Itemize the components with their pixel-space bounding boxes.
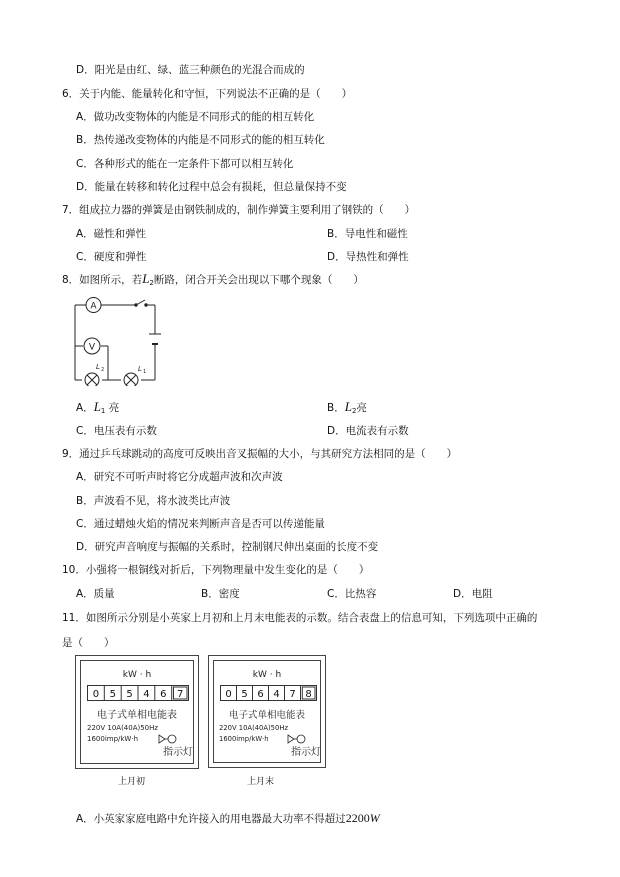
q7-stem: 7．组成拉力器的弹簧是由钢铁制成的，制作弹簧主要利用了钢铁的（ ）	[62, 204, 416, 216]
meter2-digits	[221, 686, 317, 701]
meter1-digit: 6	[160, 689, 167, 700]
q8-stem: 8．如图所示，若$L_2$断路，闭合开关会出现以下哪个现象（ ）	[62, 271, 364, 287]
q9-option-b: B．声波看不见，将水波类比声波	[76, 495, 231, 507]
meter1-digits	[88, 686, 189, 701]
q11-option-a: A．小英家家庭电路中允许接入的用电器最大功率不得超过2200W	[76, 811, 380, 825]
meter2-spec2: 1600imp/kW·h	[219, 735, 269, 743]
meter1-digit: 5	[126, 689, 133, 700]
meter1-digit: 7	[177, 689, 184, 700]
q6-option-a: A．做功改变物体的内能是不同形式的能的相互转化	[76, 111, 315, 123]
q9-option-d: D．研究声音响度与振幅的关系时，控制钢尺伸出桌面的长度不变	[76, 541, 379, 553]
lamp-l1	[124, 365, 146, 386]
q6-option-d: D．能量在转移和转化过程中总会有损耗，但总量保持不变	[76, 181, 347, 193]
meter1-spec2: 1600imp/kW·h	[87, 735, 139, 743]
q10-option-a: A．质量	[76, 588, 115, 600]
ammeter-label: A	[90, 301, 97, 312]
meter1-caption: 上月初	[118, 777, 146, 787]
meter1-spec1: 220V 10A(40A)50Hz	[87, 724, 159, 732]
q5-option-d: D．阳光是由红、绿、蓝三种颜色的光混合而成的	[76, 64, 305, 76]
q7-option-a: A．磁性和弹性	[76, 228, 147, 240]
q10-stem: 10．小强将一根铜线对折后，下列物理量中发生变化的是（ ）	[62, 564, 370, 576]
voltmeter	[84, 338, 100, 354]
q8-option-c: C．电压表有示数	[76, 425, 157, 437]
q10-option-b: B．密度	[201, 588, 240, 600]
meter-start-of-month	[75, 655, 199, 769]
meter2-digit: 5	[241, 689, 248, 700]
meter1-indicator-label: 指示灯	[163, 747, 193, 758]
meter2-digit: 8	[305, 689, 312, 700]
lamp-l1-label: L	[138, 365, 142, 373]
q8-option-a: A．$L_1$ 亮	[76, 399, 120, 415]
q7-option-d: D．导热性和弹性	[327, 251, 409, 263]
meter1-digit: 4	[143, 689, 150, 700]
meter1-name: 电子式单相电能表	[97, 710, 177, 721]
q6-option-b: B．热传递改变物体的内能是不同形式的能的相互转化	[76, 134, 325, 146]
q6-stem: 6．关于内能、能量转化和守恒，下列说法不正确的是（ ）	[62, 88, 353, 100]
q10-option-d: D．电阻	[453, 588, 493, 600]
q10-option-c: C．比热容	[327, 588, 377, 600]
q8-option-b: B．$L_2$亮	[327, 399, 367, 415]
lamp-l2	[85, 363, 104, 386]
meter-end-of-month	[208, 655, 326, 768]
lamp-l2-label: L	[96, 363, 100, 371]
circuit-diagram	[66, 292, 166, 386]
q9-stem: 9．通过乒乓球跳动的高度可反映出音叉振幅的大小，与其研究方法相同的是（ ）	[62, 448, 458, 460]
meter1-unit: kW · h	[122, 670, 152, 680]
meter2-digit: 4	[273, 689, 280, 700]
meter2-spec1: 220V 10A(40A)50Hz	[219, 724, 289, 732]
q9-option-c: C．通过蜡烛火焰的情况来判断声音是否可以传递能量	[76, 518, 325, 530]
meter2-digit: 7	[289, 689, 296, 700]
switch	[135, 300, 147, 306]
q11-stem-line2: 是（ ）	[62, 637, 115, 649]
meter2-indicator-label: 指示灯	[291, 747, 321, 758]
q6-option-c: C．各种形式的能在一定条件下都可以相互转化	[76, 158, 294, 170]
meter2-digit: 0	[225, 689, 232, 700]
q8-option-d: D．电流表有示数	[327, 425, 409, 437]
meter2-name: 电子式单相电能表	[228, 710, 306, 721]
voltmeter-label: V	[88, 342, 96, 353]
lamp-l2-sub: 2	[101, 367, 105, 373]
battery	[149, 334, 161, 344]
meter2-caption: 上月末	[247, 777, 275, 787]
ammeter	[86, 298, 101, 313]
lamp-l1-sub: 1	[143, 369, 147, 375]
meter2-digit: 6	[257, 689, 264, 700]
q7-option-b: B．导电性和磁性	[327, 228, 408, 240]
meter2-unit: kW · h	[252, 670, 282, 680]
q9-option-a: A．研究不可听声时将它分成超声波和次声波	[76, 471, 283, 483]
q11-stem-line1: 11．如图所示分别是小英家上月初和上月末电能表的示数。结合表盘上的信息可知，下列选项中正确的	[62, 612, 538, 624]
meter1-digit: 0	[92, 689, 100, 700]
q7-option-c: C．硬度和弹性	[76, 251, 147, 263]
meter1-digit: 5	[109, 689, 116, 700]
